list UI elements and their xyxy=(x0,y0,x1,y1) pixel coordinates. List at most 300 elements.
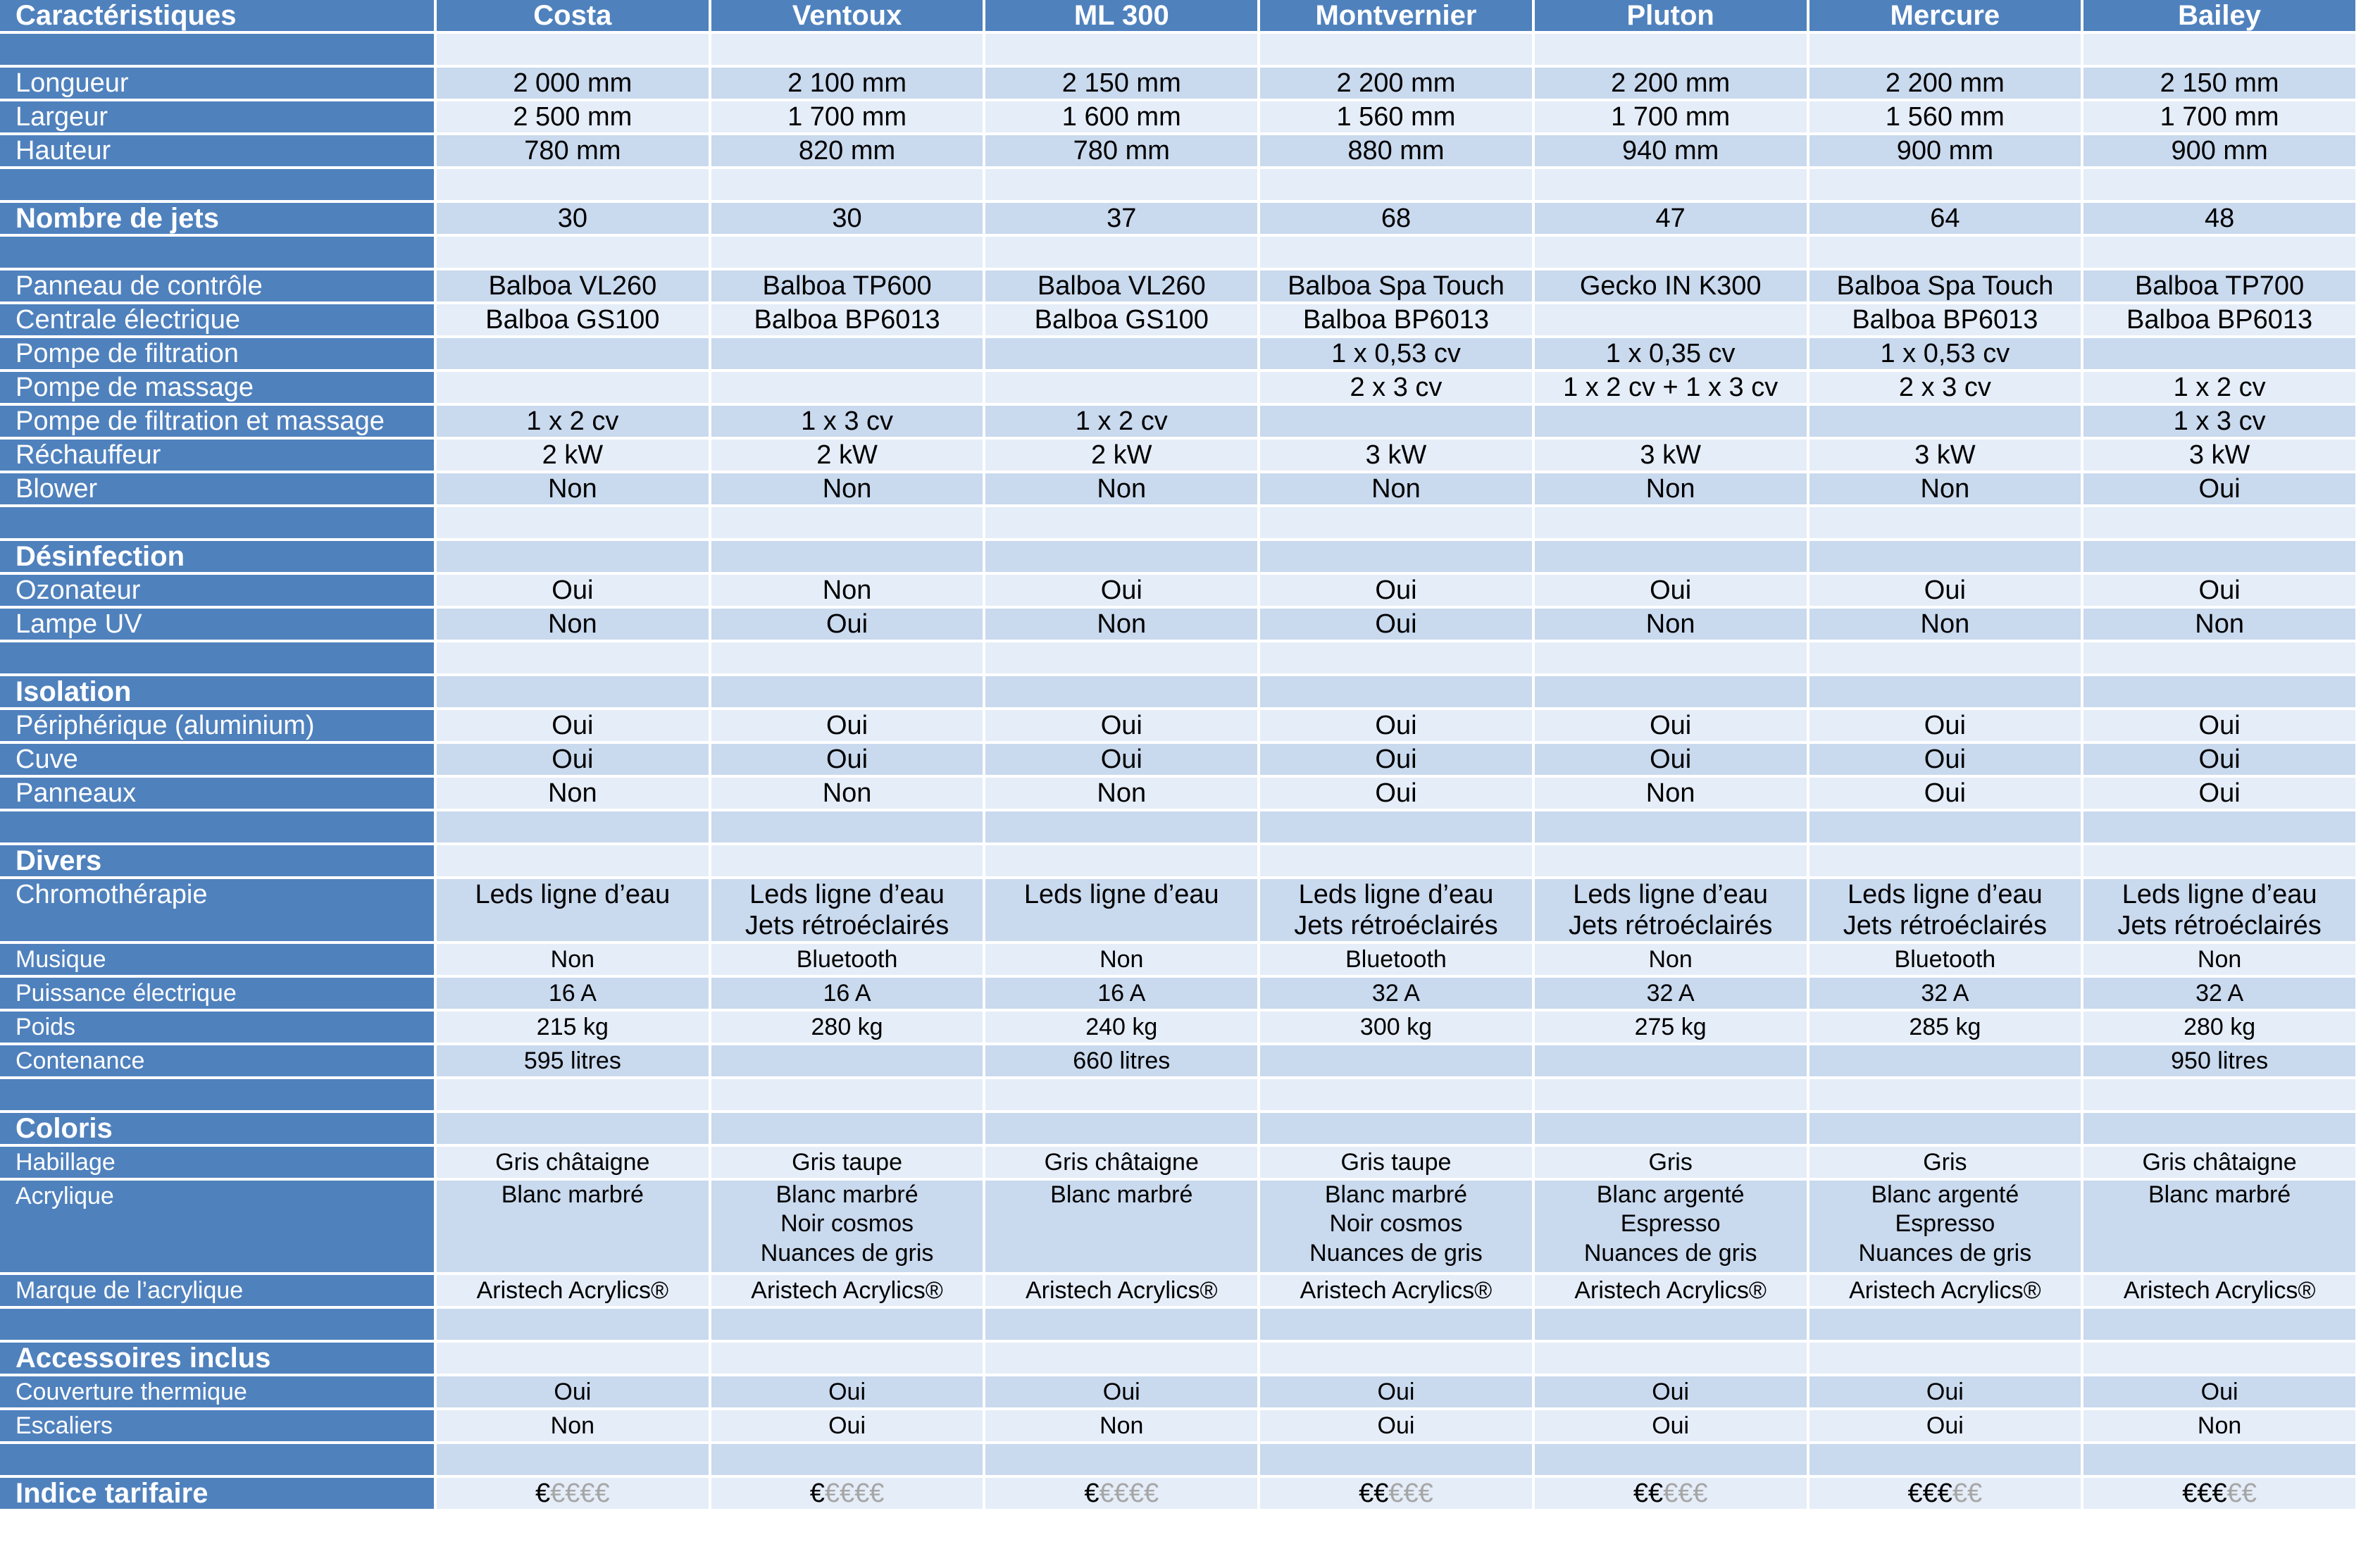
cell-line: Noir cosmos xyxy=(1329,1210,1463,1237)
table-cell xyxy=(1260,1113,1532,1144)
table-body xyxy=(0,34,2355,1509)
table-row xyxy=(0,1275,2355,1306)
table-cell: 64 xyxy=(1809,203,2081,234)
cell-line: Nuances de gris xyxy=(760,1240,934,1267)
table-cell: 1 700 mm xyxy=(711,101,983,132)
spacer-row xyxy=(0,34,2355,65)
table-cell: Non xyxy=(1535,778,1807,809)
table-cell xyxy=(1809,1181,2081,1272)
table-cell xyxy=(1260,541,1532,572)
table-cell: 280 kg xyxy=(2083,1012,2355,1043)
spacer-row xyxy=(0,507,2355,538)
table-cell: Balboa VL260 xyxy=(437,270,709,301)
header-label: Caractéristiques xyxy=(0,0,434,31)
table-cell: 940 mm xyxy=(1535,135,1807,166)
table-cell xyxy=(1260,1045,1532,1076)
cell-line: Blanc marbré xyxy=(501,1181,644,1208)
spacer-cell xyxy=(1535,169,1807,200)
table-cell: 16 A xyxy=(985,978,1257,1009)
spacer-cell xyxy=(1535,1309,1807,1340)
table-cell xyxy=(1535,1181,1807,1272)
table-cell: Oui xyxy=(1809,575,2081,606)
table-cell: 16 A xyxy=(711,978,983,1009)
header-row xyxy=(0,0,2355,31)
table-cell: Oui xyxy=(1809,1410,2081,1441)
spacer-cell xyxy=(1809,1309,2081,1340)
spacer-cell xyxy=(1260,1079,1532,1110)
table-cell: Oui xyxy=(1260,1376,1532,1407)
cell-line: Nuances de gris xyxy=(1858,1240,2032,1267)
table-cell: 2 200 mm xyxy=(1535,68,1807,99)
table-cell: Non xyxy=(1535,944,1807,975)
spacer-row xyxy=(0,1309,2355,1340)
table-cell: 1 x 0,53 cv xyxy=(1809,338,2081,369)
price-inactive: €€€€ xyxy=(824,1479,885,1508)
table-cell xyxy=(437,676,709,707)
table-cell: 2 kW xyxy=(711,440,983,471)
cell-line: Leds ligne d’eau xyxy=(2122,880,2317,909)
spacer-row xyxy=(0,237,2355,268)
table-cell: Gecko IN K300 xyxy=(1535,270,1807,301)
table-cell xyxy=(711,1113,983,1144)
row-label: Nombre de jets xyxy=(0,203,434,234)
header-model: Montvernier xyxy=(1260,0,1532,31)
table-cell: 1 600 mm xyxy=(985,101,1257,132)
spacer-cell xyxy=(2083,169,2355,200)
table-cell: 1 x 0,35 cv xyxy=(1535,338,1807,369)
cell-line: Leds ligne d’eau xyxy=(1023,880,1219,909)
row-label: Marque de l’acrylique xyxy=(0,1275,434,1306)
table-cell: Non xyxy=(985,778,1257,809)
price-active: € xyxy=(809,1479,825,1508)
spacer-cell xyxy=(985,1079,1257,1110)
table-cell: Oui xyxy=(437,1376,709,1407)
table-row xyxy=(0,879,2355,941)
table-cell: Oui xyxy=(1260,744,1532,775)
table-cell: 3 kW xyxy=(1535,440,1807,471)
table-cell: 1 700 mm xyxy=(1535,101,1807,132)
spacer-cell xyxy=(1809,1079,2081,1110)
table-cell: Oui xyxy=(2083,744,2355,775)
table-cell: Gris xyxy=(1809,1147,2081,1178)
spacer-cell xyxy=(2083,34,2355,65)
section-row xyxy=(0,1478,2355,1509)
price-active: €€ xyxy=(1359,1479,1389,1508)
row-label: Puissance électrique xyxy=(0,978,434,1009)
table-cell xyxy=(1535,1045,1807,1076)
table-cell xyxy=(985,338,1257,369)
spacer-cell xyxy=(1535,811,1807,842)
header-model: Ventoux xyxy=(711,0,983,31)
table-cell: Aristech Acrylics® xyxy=(1260,1275,1532,1306)
header-model: Costa xyxy=(437,0,709,31)
spacer-cell xyxy=(985,34,1257,65)
spacer-cell xyxy=(2083,811,2355,842)
table-cell: 900 mm xyxy=(1809,135,2081,166)
table-cell: Oui xyxy=(437,575,709,606)
spacer-label-cell xyxy=(0,642,434,673)
spacer-cell xyxy=(711,1079,983,1110)
table-cell: 1 x 3 cv xyxy=(711,406,983,437)
row-label: Isolation xyxy=(0,676,434,707)
table-cell: Balboa GS100 xyxy=(985,304,1257,335)
table-cell xyxy=(1809,845,2081,876)
table-cell: Non xyxy=(985,609,1257,640)
table-cell xyxy=(2083,338,2355,369)
spacer-cell xyxy=(2083,1309,2355,1340)
table-cell: Aristech Acrylics® xyxy=(711,1275,983,1306)
spacer-cell xyxy=(1809,169,2081,200)
table-cell xyxy=(437,845,709,876)
table-cell: Gris taupe xyxy=(1260,1147,1532,1178)
spacer-cell xyxy=(985,169,1257,200)
table-row xyxy=(0,406,2355,437)
price-inactive: €€ xyxy=(2226,1479,2257,1508)
table-cell: Oui xyxy=(1535,710,1807,741)
table-cell: Oui xyxy=(711,1376,983,1407)
spacer-cell xyxy=(2083,642,2355,673)
table-cell: Oui xyxy=(711,710,983,741)
spacer-cell xyxy=(711,1309,983,1340)
cell-line: Jets rétroéclairés xyxy=(1569,911,1773,940)
table-cell xyxy=(1809,1045,2081,1076)
spacer-cell xyxy=(2083,237,2355,268)
table-cell xyxy=(985,1113,1257,1144)
spacer-cell xyxy=(711,237,983,268)
cell-line: Jets rétroéclairés xyxy=(745,911,949,940)
price-inactive: €€€€ xyxy=(1099,1479,1159,1508)
cell-line: Jets rétroéclairés xyxy=(1843,911,2048,940)
table-cell xyxy=(1260,676,1532,707)
table-cell xyxy=(1260,879,1532,941)
table-cell xyxy=(711,1045,983,1076)
table-cell: 900 mm xyxy=(2083,135,2355,166)
spacer-cell xyxy=(1260,642,1532,673)
table-cell: 37 xyxy=(985,203,1257,234)
table-cell: Balboa Spa Touch xyxy=(1809,270,2081,301)
table-cell: 780 mm xyxy=(985,135,1257,166)
table-cell: Oui xyxy=(985,710,1257,741)
cell-line: Blanc marbré xyxy=(1050,1181,1193,1208)
table-cell: 2 150 mm xyxy=(985,68,1257,99)
spacer-cell xyxy=(985,237,1257,268)
table-cell: Oui xyxy=(711,744,983,775)
table-cell xyxy=(1809,676,2081,707)
spacer-cell xyxy=(1260,507,1532,538)
spacer-cell xyxy=(985,811,1257,842)
table-cell xyxy=(1535,1478,1807,1509)
table-cell: 3 kW xyxy=(1809,440,2081,471)
table-cell: Oui xyxy=(985,744,1257,775)
section-row xyxy=(0,1343,2355,1374)
price-active: €€€ xyxy=(1907,1479,1952,1508)
table-row xyxy=(0,575,2355,606)
cell-line: Jets rétroéclairés xyxy=(1294,911,1498,940)
spacer-cell xyxy=(1809,642,2081,673)
spacer-row xyxy=(0,1079,2355,1110)
table-cell xyxy=(1535,1113,1807,1144)
spacer-label-cell xyxy=(0,811,434,842)
table-cell xyxy=(1260,845,1532,876)
table-row xyxy=(0,304,2355,335)
table-row xyxy=(0,372,2355,403)
section-row xyxy=(0,676,2355,707)
table-cell: 1 560 mm xyxy=(1809,101,2081,132)
table-cell xyxy=(985,879,1257,941)
table-cell xyxy=(437,338,709,369)
row-label: Panneau de contrôle xyxy=(0,270,434,301)
spacer-cell xyxy=(1809,1444,2081,1475)
table-cell: Balboa TP700 xyxy=(2083,270,2355,301)
table-cell: 300 kg xyxy=(1260,1012,1532,1043)
row-label: Indice tarifaire xyxy=(0,1478,434,1509)
price-active: €€ xyxy=(1633,1479,1664,1508)
table-cell: 275 kg xyxy=(1535,1012,1807,1043)
price-inactive: €€€ xyxy=(1388,1479,1433,1508)
table-cell: 47 xyxy=(1535,203,1807,234)
table-cell: 660 litres xyxy=(985,1045,1257,1076)
table-cell: Non xyxy=(437,1410,709,1441)
table-row xyxy=(0,1012,2355,1043)
table-cell: Oui xyxy=(1535,575,1807,606)
cell-line: Blanc argenté xyxy=(1871,1181,2019,1208)
table-cell: Oui xyxy=(1260,710,1532,741)
spacer-cell xyxy=(437,1079,709,1110)
row-label: Chromothérapie xyxy=(0,879,434,941)
table-cell: 3 kW xyxy=(2083,440,2355,471)
table-cell: 1 700 mm xyxy=(2083,101,2355,132)
table-cell xyxy=(985,372,1257,403)
table-cell: Oui xyxy=(1809,710,2081,741)
table-cell: Gris châtaigne xyxy=(437,1147,709,1178)
cell-line: Leds ligne d’eau xyxy=(1847,880,2043,909)
table-cell xyxy=(1260,1478,1532,1509)
table-cell: 2 kW xyxy=(985,440,1257,471)
spacer-cell xyxy=(711,34,983,65)
table-row xyxy=(0,978,2355,1009)
table-cell xyxy=(985,1478,1257,1509)
table-cell: 2 500 mm xyxy=(437,101,709,132)
spacer-cell xyxy=(1260,1444,1532,1475)
spacer-cell xyxy=(437,507,709,538)
table-cell: Balboa Spa Touch xyxy=(1260,270,1532,301)
cell-line: Jets rétroéclairés xyxy=(2117,911,2322,940)
table-cell: Oui xyxy=(1260,609,1532,640)
table-cell xyxy=(1535,541,1807,572)
cell-line: Espresso xyxy=(1620,1210,1721,1237)
table-cell: 1 x 0,53 cv xyxy=(1260,338,1532,369)
table-cell: 880 mm xyxy=(1260,135,1532,166)
row-label: Largeur xyxy=(0,101,434,132)
table-cell xyxy=(1809,879,2081,941)
table-cell: Oui xyxy=(711,1410,983,1441)
table-row xyxy=(0,440,2355,471)
spacer-cell xyxy=(1809,237,2081,268)
table-cell: Oui xyxy=(985,575,1257,606)
row-label: Pompe de massage xyxy=(0,372,434,403)
table-cell: Balboa VL260 xyxy=(985,270,1257,301)
spacer-cell xyxy=(1260,811,1532,842)
table-cell xyxy=(1809,1343,2081,1374)
table-cell: 820 mm xyxy=(711,135,983,166)
row-label: Pompe de filtration et massage xyxy=(0,406,434,437)
spacer-cell xyxy=(2083,1079,2355,1110)
table-cell xyxy=(985,1181,1257,1272)
spacer-cell xyxy=(437,237,709,268)
table-cell: Oui xyxy=(2083,575,2355,606)
table-cell: Non xyxy=(711,575,983,606)
cell-line: Nuances de gris xyxy=(1309,1240,1483,1267)
table-cell xyxy=(1535,304,1807,335)
table-cell xyxy=(711,879,983,941)
table-cell: Balboa BP6013 xyxy=(1260,304,1532,335)
row-label: Réchauffeur xyxy=(0,440,434,471)
row-label: Pompe de filtration xyxy=(0,338,434,369)
price-inactive: €€ xyxy=(1952,1479,1983,1508)
row-label: Panneaux xyxy=(0,778,434,809)
table-row xyxy=(0,203,2355,234)
table-cell: 1 x 2 cv xyxy=(2083,372,2355,403)
row-label: Acrylique xyxy=(0,1181,434,1272)
table-cell xyxy=(437,541,709,572)
table-cell xyxy=(985,541,1257,572)
spacer-cell xyxy=(1535,642,1807,673)
table-cell: Aristech Acrylics® xyxy=(1809,1275,2081,1306)
price-active: €€€ xyxy=(2182,1479,2227,1508)
table-cell: 1 x 2 cv + 1 x 3 cv xyxy=(1535,372,1807,403)
table-cell: Aristech Acrylics® xyxy=(2083,1275,2355,1306)
spacer-row xyxy=(0,1444,2355,1475)
table-cell: Oui xyxy=(1535,1376,1807,1407)
table-row xyxy=(0,710,2355,741)
table-cell xyxy=(1535,1343,1807,1374)
table-cell: Oui xyxy=(1535,1410,1807,1441)
row-label: Centrale électrique xyxy=(0,304,434,335)
table-cell: 16 A xyxy=(437,978,709,1009)
table-cell: Non xyxy=(985,1410,1257,1441)
table-cell: Balboa GS100 xyxy=(437,304,709,335)
table-cell xyxy=(2083,541,2355,572)
table-cell: Gris châtaigne xyxy=(2083,1147,2355,1178)
table-cell xyxy=(1260,1181,1532,1272)
table-cell: Non xyxy=(1809,473,2081,504)
table-row xyxy=(0,744,2355,775)
table-cell: 2 000 mm xyxy=(437,68,709,99)
table-cell: Oui xyxy=(1260,778,1532,809)
spacer-cell xyxy=(437,34,709,65)
table-cell: Non xyxy=(711,778,983,809)
cell-line: Leds ligne d’eau xyxy=(475,880,671,909)
table-cell: Non xyxy=(437,609,709,640)
table-cell xyxy=(1535,845,1807,876)
spacer-cell xyxy=(1535,1444,1807,1475)
table-cell: Non xyxy=(437,778,709,809)
spacer-label-cell xyxy=(0,1309,434,1340)
table-cell: Non xyxy=(1535,609,1807,640)
table-cell xyxy=(1809,1113,2081,1144)
spacer-cell xyxy=(2083,507,2355,538)
table-cell: Oui xyxy=(2083,1376,2355,1407)
table-cell: Oui xyxy=(1809,778,2081,809)
cell-line: Leds ligne d’eau xyxy=(1573,880,1769,909)
section-row xyxy=(0,541,2355,572)
row-label: Désinfection xyxy=(0,541,434,572)
cell-line: Leds ligne d’eau xyxy=(749,880,945,909)
table-cell xyxy=(1535,406,1807,437)
row-label: Habillage xyxy=(0,1147,434,1178)
spacer-cell xyxy=(2083,1444,2355,1475)
table-cell: Balboa BP6013 xyxy=(2083,304,2355,335)
table-cell: Aristech Acrylics® xyxy=(437,1275,709,1306)
price-inactive: €€€€ xyxy=(550,1479,610,1508)
table-cell xyxy=(2083,1113,2355,1144)
table-row xyxy=(0,101,2355,132)
cell-line: Noir cosmos xyxy=(780,1210,914,1237)
table-cell: 240 kg xyxy=(985,1012,1257,1043)
table-cell xyxy=(2083,676,2355,707)
section-row xyxy=(0,845,2355,876)
table-cell xyxy=(1809,541,2081,572)
table-cell: Oui xyxy=(1809,744,2081,775)
table-cell: Oui xyxy=(437,744,709,775)
table-cell: Aristech Acrylics® xyxy=(1535,1275,1807,1306)
table-row xyxy=(0,473,2355,504)
row-label: Cuve xyxy=(0,744,434,775)
row-label: Couverture thermique xyxy=(0,1376,434,1407)
table-cell xyxy=(2083,845,2355,876)
table-cell: Oui xyxy=(1809,1376,2081,1407)
table-row xyxy=(0,1181,2355,1272)
row-label: Coloris xyxy=(0,1113,434,1144)
spacer-cell xyxy=(1260,34,1532,65)
cell-line: Nuances de gris xyxy=(1583,1240,1757,1267)
table-cell: Non xyxy=(1535,473,1807,504)
row-label: Divers xyxy=(0,845,434,876)
table-cell xyxy=(437,372,709,403)
cell-line: Blanc marbré xyxy=(775,1181,918,1208)
table-cell xyxy=(711,338,983,369)
row-label: Hauteur xyxy=(0,135,434,166)
spacer-cell xyxy=(711,642,983,673)
spacer-label-cell xyxy=(0,1079,434,1110)
table-cell: Oui xyxy=(2083,473,2355,504)
spacer-row xyxy=(0,169,2355,200)
table-cell: 30 xyxy=(711,203,983,234)
table-cell: 2 100 mm xyxy=(711,68,983,99)
table-cell: Non xyxy=(2083,609,2355,640)
spacer-cell xyxy=(1260,1309,1532,1340)
spacer-cell xyxy=(985,507,1257,538)
table-cell: 32 A xyxy=(1260,978,1532,1009)
spacer-cell xyxy=(1809,34,2081,65)
table-cell: 950 litres xyxy=(2083,1045,2355,1076)
spacer-cell xyxy=(1535,34,1807,65)
table-cell: Gris châtaigne xyxy=(985,1147,1257,1178)
table-row xyxy=(0,270,2355,301)
table-row xyxy=(0,609,2355,640)
table-cell xyxy=(2083,879,2355,941)
table-cell: Non xyxy=(2083,944,2355,975)
spacer-cell xyxy=(985,1444,1257,1475)
row-label: Escaliers xyxy=(0,1410,434,1441)
table-cell xyxy=(985,845,1257,876)
table-cell: Oui xyxy=(1260,575,1532,606)
table-row xyxy=(0,1147,2355,1178)
table-cell: 1 x 2 cv xyxy=(437,406,709,437)
spacer-cell xyxy=(1535,1079,1807,1110)
header-model: Mercure xyxy=(1809,0,2081,31)
table-cell: 30 xyxy=(437,203,709,234)
